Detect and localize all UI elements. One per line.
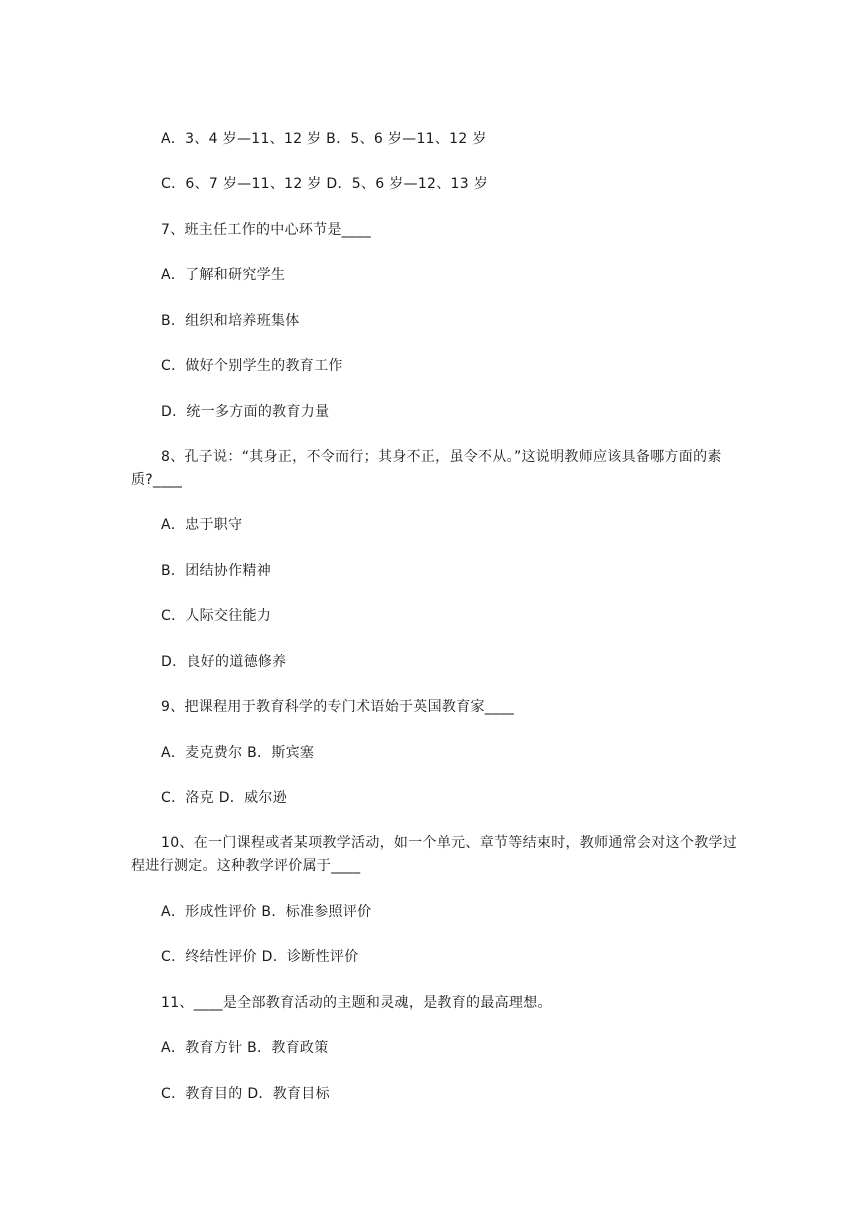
q7-option-d: D．统一多方面的教育力量 xyxy=(161,404,330,420)
q11-options-cd: C．教育目的 D．教育目标 xyxy=(161,1086,330,1102)
q8-option-d: D．良好的道德修养 xyxy=(161,654,287,670)
q9-options-cd: C．洛克 D．威尔逊 xyxy=(161,790,288,806)
q9-question: 9、把课程用于教育科学的专门术语始于英国教育家____ xyxy=(161,699,515,715)
q8-question: 8、孔子说：“其身正，不令而行；其身不正，虽令不从。”这说明教师应该具备哪方面的素质?____ xyxy=(131,449,722,488)
q11-question: 11、____是全部教育活动的主题和灵魂，是教育的最高理想。 xyxy=(161,995,552,1011)
q10-options-cd: C．终结性评价 D．诊断性评价 xyxy=(161,949,359,965)
q8-option-b: B．团结协作精神 xyxy=(161,563,272,579)
q7-question: 7、班主任工作的中心环节是____ xyxy=(161,222,372,238)
q6-options-cd: C．6、7 岁—11、12 岁 D．5、6 岁—12、13 岁 xyxy=(161,176,488,192)
q9-options-ab: A．麦克费尔 B．斯宾塞 xyxy=(161,745,315,761)
q8-option-a: A．忠于职守 xyxy=(161,517,243,533)
q7-option-a: A．了解和研究学生 xyxy=(161,267,286,283)
q10-question: 10、在一门课程或者某项教学活动，如一个单元、章节等结束时，教师通常会对这个教学过程进行测定。这种教学评价属于____ xyxy=(131,835,738,874)
q11-options-ab: A．教育方针 B．教育政策 xyxy=(161,1040,329,1056)
q6-options-ab: A．3、4 岁—11、12 岁 B．5、6 岁—11、12 岁 xyxy=(161,131,487,147)
q10-options-ab: A．形成性评价 B．标准参照评价 xyxy=(161,904,372,920)
q7-option-c: C．做好个别学生的教育工作 xyxy=(161,358,343,374)
q7-option-b: B．组织和培养班集体 xyxy=(161,313,300,329)
q8-option-c: C．人际交往能力 xyxy=(161,608,272,624)
